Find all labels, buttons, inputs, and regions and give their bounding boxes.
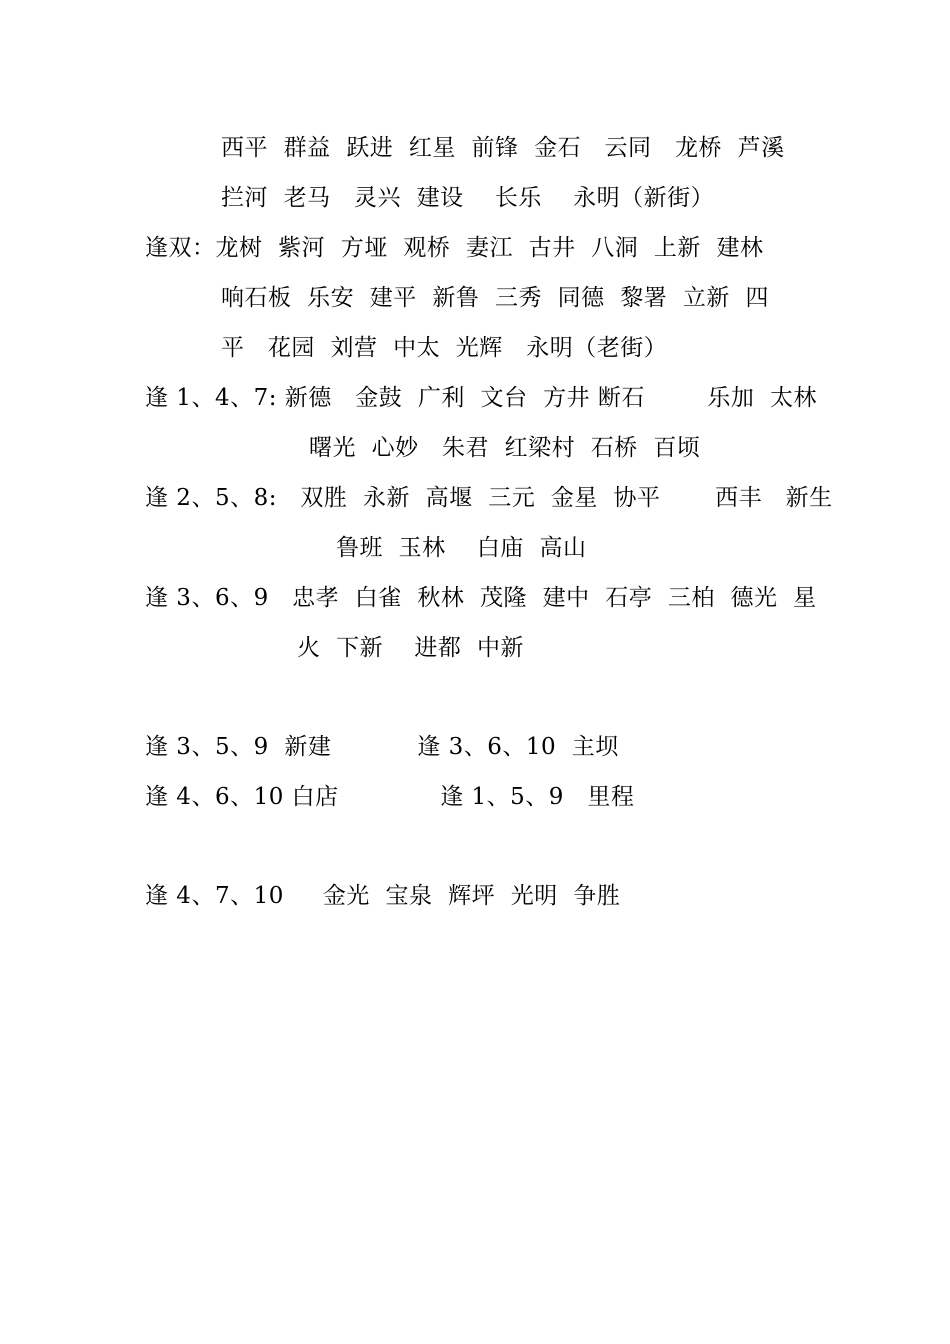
text-line-8: 逢 2、5、8: 双胜 永新 高堰 三元 金星 协平 西丰 新生: [145, 485, 833, 511]
text-line-9: 鲁班 玉林 白庙 高山: [336, 535, 587, 561]
text-line-6: 逢 1、4、7: 新德 金鼓 广利 文台 方井 断石 乐加 太林: [145, 385, 817, 411]
text-line-5: 平 花园 刘营 中太 光辉 永明（老街）: [221, 335, 668, 361]
text-line-4: 响石板 乐安 建平 新鲁 三秀 同德 黎署 立新 四: [221, 285, 769, 311]
text-line-7: 曙光 心妙 朱君 红梁村 石桥 百顷: [309, 435, 701, 461]
text-line-12: 逢 3、5、9 新建 逢 3、6、10 主坝: [145, 734, 619, 760]
text-line-13: 逢 4、6、10 白店 逢 1、5、9 里程: [145, 784, 635, 810]
text-line-2: 拦河 老马 灵兴 建设 长乐 永明（新街）: [221, 185, 715, 211]
text-line-11: 火 下新 进都 中新: [297, 635, 524, 661]
text-line-14: 逢 4、7、10 金光 宝泉 辉坪 光明 争胜: [145, 883, 621, 909]
text-line-1: 西平 群益 跃进 红星 前锋 金石 云同 龙桥 芦溪: [221, 135, 785, 161]
text-line-10: 逢 3、6、9 忠孝 白雀 秋林 茂隆 建中 石亭 三柏 德光 星: [145, 585, 817, 611]
text-line-3: 逢双：龙树 紫河 方垭 观桥 妻江 古井 八洞 上新 建林: [145, 235, 764, 261]
